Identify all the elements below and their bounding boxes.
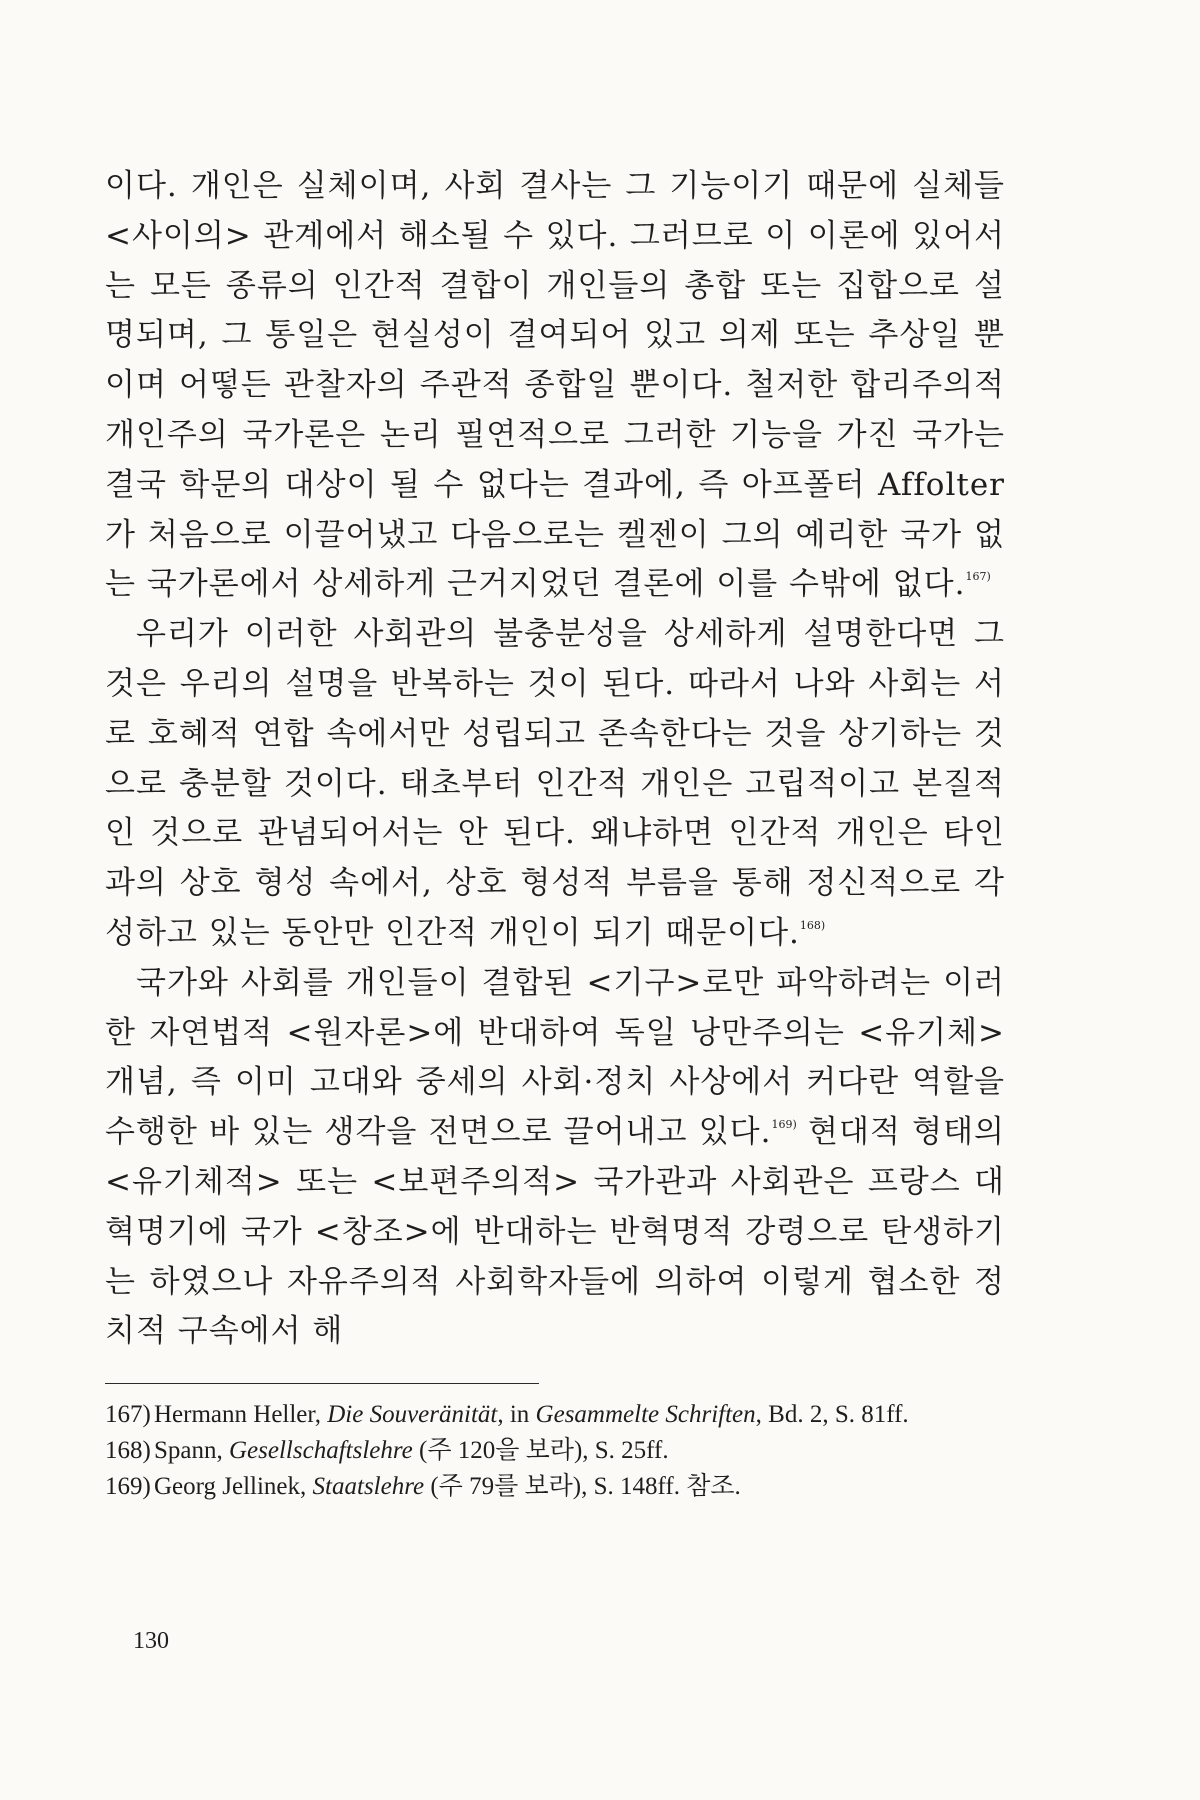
- main-text: [105, 162, 1005, 1357]
- paragraph: [105, 959, 1005, 1357]
- paragraph-text: 우리가 이러한 사회관의 불충분성을 상세하게 설명한다면 그것은 우리의 설명을 반복하는 것이 된다. 따라서 나와 사회는 서로 호혜적 연합 속에서만 성립되고 존속한다는 것을 상기하는 것으로 충분할 것이다. 태초부터 인간적 개인은 고립적이고 본질적인 것으로 관념되어서는 안 된다. 왜냐하면 인간적 개인은 타인과의 상호 형성 속에서, 상호 형성적 부름을 통해 정신적으로 각성하고 있는 동안만 인간적 개인이 되기 때문이다.: [105, 616, 1005, 951]
- footnote-number: 169): [105, 1473, 151, 1500]
- footnote-segment: (주 79를 보라), S. 148ff. 참조.: [424, 1473, 741, 1500]
- footnote-text: [154, 1397, 1005, 1433]
- footnote-segment: Spann,: [154, 1437, 229, 1464]
- paragraph-text: 국가와 사회를 개인들이 결합된 <기구>로만 파악하려는 이러한 자연법적 <원자론>에 반대하여 독일 낭만주의는 <유기체> 개념, 즉 이미 고대와 중세의 사회·정치 사상에서 커다란 역할을 수행한 바 있는 생각을 전면으로 끌어내고 있다.: [105, 964, 1005, 1151]
- footnote-reference: 167): [965, 570, 991, 584]
- footnote-reference: 168): [799, 918, 826, 932]
- footnote-segment: Georg Jellinek,: [154, 1473, 313, 1500]
- footnote-segment: , Bd. 2, S. 81ff.: [755, 1401, 909, 1428]
- paragraph: [105, 610, 1005, 959]
- paragraph-text: 현대적 형태의 <유기체적> 또는 <보편주의적> 국가관과 사회관은 프랑스 대혁명기에 국가 <창조>에 반대하는 반혁명적 강령으로 탄생하기는 하였으나 자유주의적 사회학자들에 의하여 이렇게 협소한 정치적 구속에서 해: [105, 1114, 1006, 1350]
- page-number: 130: [133, 1628, 169, 1654]
- footnote-number: 167): [105, 1401, 151, 1428]
- footnote-divider: [105, 1383, 539, 1384]
- footnote-text: [154, 1433, 1005, 1469]
- footnote-segment: Hermann Heller,: [154, 1401, 328, 1428]
- footnote-text: [154, 1469, 1005, 1505]
- footnote: [105, 1433, 1005, 1469]
- footnote: [105, 1469, 1005, 1505]
- footnote-title: Staatslehre: [312, 1473, 425, 1500]
- footnote-reference: 169): [771, 1118, 797, 1132]
- footnote-title: Die Souveränität: [327, 1401, 498, 1428]
- footnote: [105, 1397, 1005, 1433]
- footnote-title: Gesammelte Schriften: [535, 1401, 756, 1428]
- paragraph-text: 이다. 개인은 실체이며, 사회 결사는 그 기능이기 때문에 실체들 <사이의> 관계에서 해소될 수 있다. 그러므로 이 이론에 있어서는 모든 종류의 인간적 결합이 개인들의 총합 또는 집합으로 설명되며, 그 통일은 현실성이 결여되어 있고 의제 또는 추상일 뿐이며 어떻든 관찰자의 주관적 종합일 뿐이다. 철저한 합리주의적 개인주의 국가론은 논리 필연적으로 그러한 기능을 가진 국가는 결국 학문의 대상이 될 수 없다는 결과에, 즉 아프폴터 Affolter가 처음으로 이끌어냈고 다음으로는 켈젠이 그의 예리한 국가 없는 국가론에서 상세하게 근거지었던 결론에 이를 수밖에 없다.: [105, 168, 1005, 603]
- paragraph: [105, 162, 1005, 610]
- footnote-segment: , in: [497, 1401, 536, 1428]
- footnotes: [105, 1397, 1005, 1505]
- footnote-number: 168): [105, 1437, 151, 1464]
- footnote-title: Gesellschaftslehre: [229, 1437, 413, 1464]
- footnote-segment: (주 120을 보라), S. 25ff.: [412, 1437, 669, 1464]
